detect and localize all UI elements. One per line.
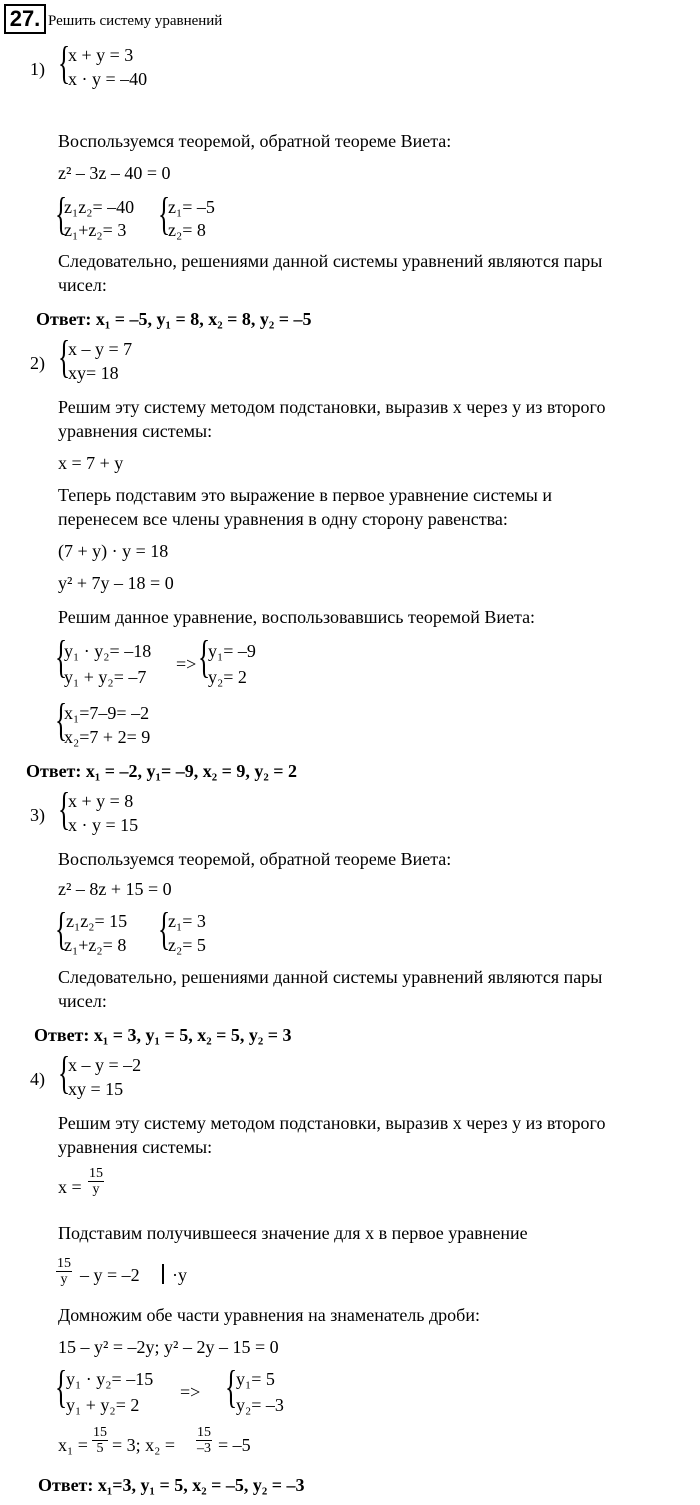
part-2-x-values-a: x₁=7–9= –2 (64, 703, 150, 723)
part-1-text1: Воспользуемся теоремой, обратной теореме Виета: (58, 131, 452, 151)
fraction-numerator: 15 (89, 1166, 103, 1181)
fraction-numerator: 15 (197, 1425, 211, 1440)
problem-title: Решить систему уравнений (48, 13, 223, 29)
part-1-eq1: x + y = 3 (68, 45, 134, 65)
part-4-text2: Подставим получившееся значение для x в первое уравнение (58, 1223, 528, 1243)
part-2-roots-a: y₁= –9 (208, 641, 256, 661)
part-2-expr1: x = 7 + y (58, 453, 124, 473)
part-1-roots-a: z₁= –5 (168, 197, 215, 217)
system-brace: { (58, 783, 71, 834)
part-4-eq2: xy = 15 (68, 1079, 124, 1099)
part-2-text2: Теперь подставим это выражение в первое уравнение системы и (58, 485, 553, 505)
part-4-system-a: y₁ · y₂= –15 (66, 1369, 154, 1389)
part-1-eq2: x · y = –40 (68, 69, 148, 89)
part-3-answer: Ответ: x₁ = 3, y₁ = 5, x₂ = 5, y₂ = 3 (34, 1025, 292, 1045)
fraction-denominator: y (60, 1272, 68, 1287)
part-1-roots-b: z₂= 8 (168, 220, 206, 240)
part-3-eq2: x · y = 15 (68, 815, 139, 835)
system-brace: { (55, 694, 68, 745)
fraction-denominator: –3 (197, 1441, 211, 1456)
part-2-text2-cont: перенесем все члены уравнения в одну сторону равенства: (58, 509, 508, 529)
part-2-roots-b: y₂= 2 (208, 667, 247, 687)
part-4-expr2: – y = –2 (80, 1265, 140, 1285)
fraction-numerator: 15 (57, 1256, 71, 1271)
fraction-numerator: 15 (93, 1425, 107, 1440)
system-brace: { (198, 631, 211, 682)
part-3-system-b: z₁+z₂= 8 (64, 935, 127, 955)
implies-arrow: => (180, 1382, 201, 1402)
fraction (196, 1425, 212, 1456)
fraction (92, 1425, 108, 1456)
system-brace: { (225, 1361, 238, 1412)
problem-number: 27. (4, 4, 46, 34)
part-2-system-b: y₁ + y₂= –7 (64, 667, 147, 687)
part-1-answer: Ответ: x₁ = –5, y₁ = 8, x₂ = 8, y₂ = –5 (36, 309, 312, 329)
system-brace: { (55, 903, 68, 954)
part-2-eq1: x – y = 7 (68, 339, 133, 359)
part-4-expr3: 15 – y² = –2y; y² – 2y – 15 = 0 (58, 1337, 279, 1357)
part-3-number: 3) (30, 805, 45, 825)
system-brace: { (58, 331, 71, 382)
part-2-eq2: xy= 18 (68, 363, 119, 383)
part-2-expr3: y² + 7y – 18 = 0 (58, 573, 174, 593)
part-4-roots-b: y₂= –3 (236, 1395, 284, 1415)
multiply-divider (162, 1264, 164, 1284)
fraction (56, 1256, 72, 1287)
part-1-quadratic: z² – 3z – 40 = 0 (58, 163, 171, 183)
part-4-x2-result: = –5 (218, 1435, 251, 1455)
part-1-system-b: z₁+z₂= 3 (64, 220, 127, 240)
part-4-number: 4) (30, 1069, 45, 1089)
part-1-system-a: z₁z₂= –40 (64, 197, 135, 217)
part-3-roots-a: z₁= 3 (168, 911, 206, 931)
part-2-text1-cont: уравнения системы: (58, 421, 213, 441)
part-3-text2: Следовательно, решениями данной системы уравнений являются пары (58, 967, 603, 987)
fraction-denominator: 5 (96, 1441, 104, 1456)
part-3-text1: Воспользуемся теоремой, обратной теореме Виета: (58, 849, 452, 869)
part-2-expr2: (7 + y) · y = 18 (58, 541, 169, 561)
system-brace: { (158, 188, 171, 239)
part-2-number: 2) (30, 353, 45, 373)
part-3-text2-cont: чисел: (58, 991, 107, 1011)
part-2-text1: Решим эту систему методом подстановки, выразив x через y из второго (58, 397, 606, 417)
system-brace: { (58, 1047, 71, 1098)
part-4-text1: Решим эту систему методом подстановки, выразив x через y из второго (58, 1113, 606, 1133)
system-brace: { (55, 631, 68, 682)
part-1-number: 1) (30, 59, 45, 79)
part-1-text2: Следовательно, решениями данной системы уравнений являются пары (58, 251, 603, 271)
part-2-system-a: y₁ · y₂= –18 (64, 641, 152, 661)
part-4-roots-a: y₁= 5 (236, 1369, 275, 1389)
part-4-answer: Ответ: x₁=3, y₁ = 5, x₂ = –5, y₂ = –3 (38, 1475, 305, 1495)
part-3-eq1: x + y = 8 (68, 791, 134, 811)
system-brace: { (55, 188, 68, 239)
system-brace: { (55, 1361, 68, 1412)
part-2-answer: Ответ: x₁ = –2, y₁= –9, x₂ = 9, y₂ = 2 (26, 761, 298, 781)
part-2-text3: Решим данное уравнение, воспользовавшись теоремой Виета: (58, 607, 536, 627)
system-brace: { (158, 903, 171, 954)
part-4-x1-result: = 3; x₂ = (112, 1435, 176, 1455)
system-brace: { (58, 37, 71, 88)
part-3-quadratic: z² – 8z + 15 = 0 (58, 879, 172, 899)
part-3-system-a: z₁z₂= 15 (66, 911, 128, 931)
part-4-text3: Домножим обе части уравнения на знаменатель дроби: (58, 1305, 480, 1325)
part-4-system-b: y₁ + y₂= 2 (66, 1395, 140, 1415)
part-4-eq1: x – y = –2 (68, 1055, 142, 1075)
fraction (88, 1166, 104, 1197)
fraction-denominator: y (92, 1182, 100, 1197)
part-3-roots-b: z₂= 5 (168, 935, 206, 955)
part-4-multiplier: ·y (172, 1265, 187, 1285)
part-4-x-eq: x = (58, 1177, 82, 1197)
implies-arrow: => (176, 654, 197, 674)
part-1-text2-cont: чисел: (58, 275, 107, 295)
part-2-x-values-b: x₂=7 + 2= 9 (64, 727, 151, 747)
part-4-x1-label: x₁ = (58, 1435, 88, 1455)
part-4-text1-cont: уравнения системы: (58, 1137, 213, 1157)
